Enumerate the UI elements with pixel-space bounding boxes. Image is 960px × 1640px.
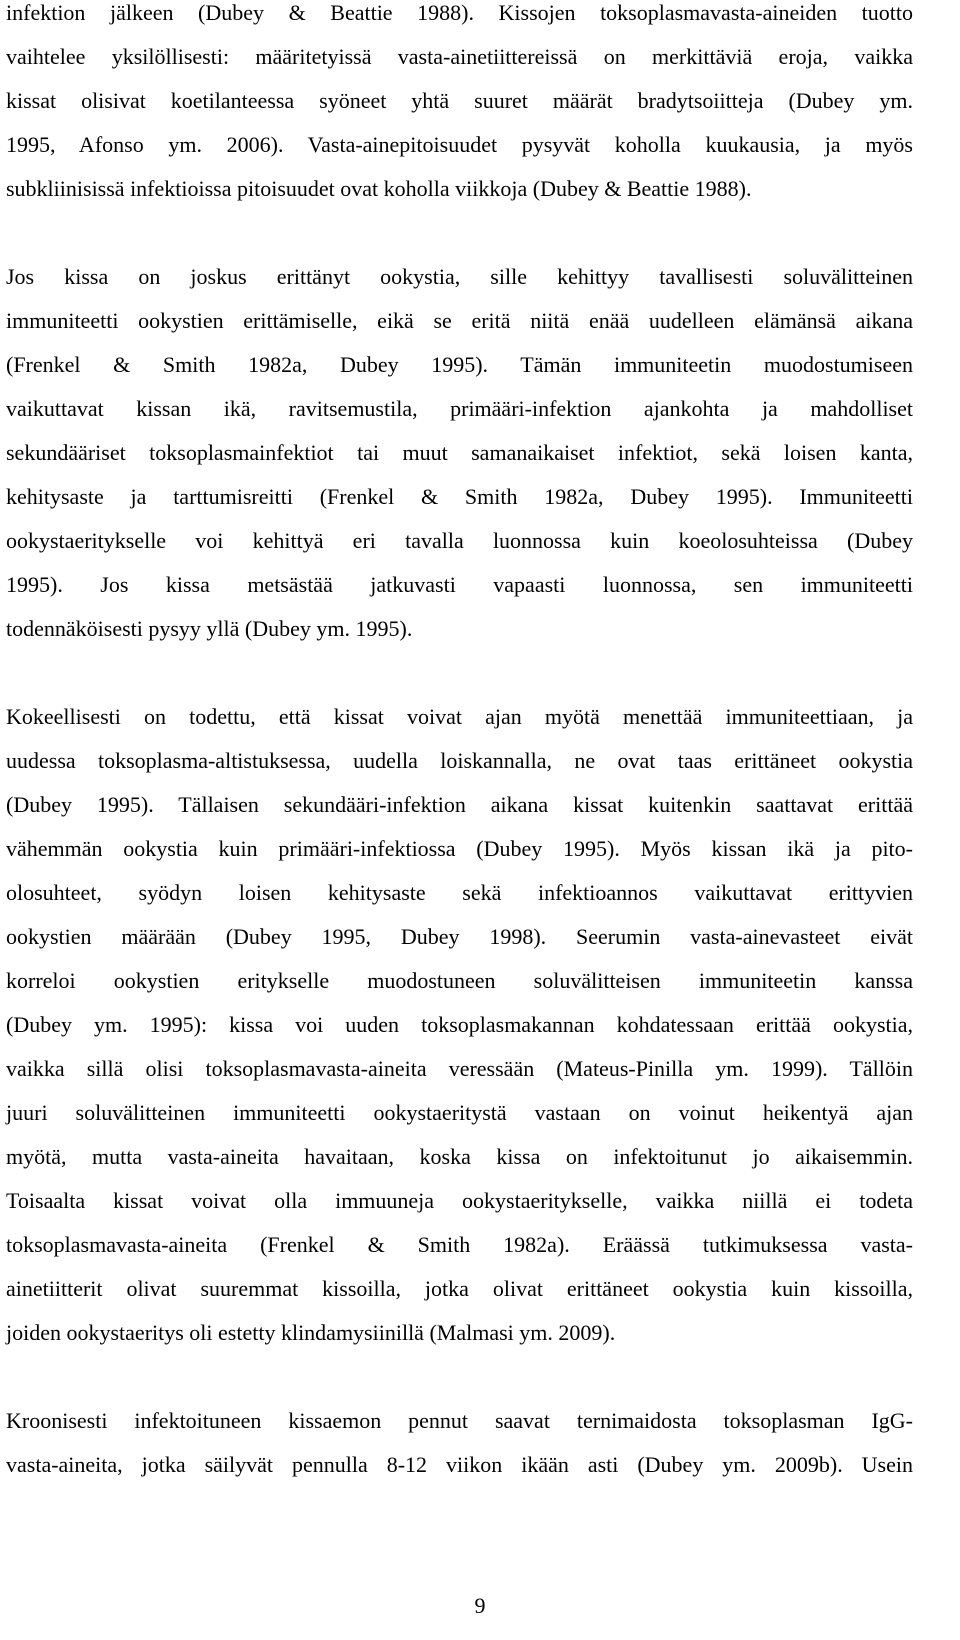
paragraph-gap [6, 651, 913, 695]
text-line: toksoplasmavasta-aineita (Frenkel & Smith 1982a). Eräässä tutkimuksessa vasta- [6, 1232, 913, 1257]
text-line: Kokeellisesti on todettu, että kissat voivat ajan myötä menettää immuniteettiaan, ja [6, 704, 913, 729]
text-line: infektion jälkeen (Dubey & Beattie 1988). Kissojen toksoplasmavasta-aineiden tuotto [6, 0, 913, 25]
text-line: juuri soluvälitteinen immuniteetti ookystaeritystä vastaan on voinut heikentyä ajan [6, 1100, 913, 1125]
text-line: (Frenkel & Smith 1982a, Dubey 1995). Tämän immuniteetin muodostumiseen [6, 352, 913, 377]
text-line: uudessa toksoplasma-altistuksessa, uudella loiskannalla, ne ovat taas erittäneet ookystia [6, 748, 913, 773]
text-line: vaikuttavat kissan ikä, ravitsemustila, primääri-infektion ajankohta ja mahdolliset [6, 396, 913, 421]
text-line: vaihtelee yksilöllisesti: määritetyissä vasta-ainetiittereissä on merkittäviä eroja, vaikka [6, 44, 913, 69]
text-line: subkliinisissä infektioissa pitoisuudet ovat koholla viikkoja (Dubey & Beattie 1988). [6, 176, 752, 201]
body-text [6, 0, 913, 1487]
text-line: myötä, mutta vasta-aineita havaitaan, koska kissa on infektoitunut jo aikaisemmin. [6, 1144, 913, 1169]
paragraph [6, 1399, 913, 1487]
text-line: Jos kissa on joskus erittänyt ookystia, sille kehittyy tavallisesti soluvälitteinen [6, 264, 913, 289]
paragraph-gap [6, 1355, 913, 1399]
text-line: 1995). Jos kissa metsästää jatkuvasti vapaasti luonnossa, sen immuniteetti [6, 572, 913, 597]
text-line: Toisaalta kissat voivat olla immuuneja ookystaeritykselle, vaikka niillä ei todeta [6, 1188, 913, 1213]
text-line: korreloi ookystien eritykselle muodostuneen soluvälitteisen immuniteetin kanssa [6, 968, 913, 993]
text-line: 1995, Afonso ym. 2006). Vasta-ainepitoisuudet pysyvät koholla kuukausia, ja myös [6, 132, 913, 157]
paragraph [6, 695, 913, 1355]
page-number: 9 [474, 1593, 486, 1618]
text-line: ainetiitterit olivat suuremmat kissoilla, jotka olivat erittäneet ookystia kuin kissoilla, [6, 1276, 913, 1301]
text-line: Kroonisesti infektoituneen kissaemon pennut saavat ternimaidosta toksoplasman IgG- [6, 1408, 913, 1433]
text-line: (Dubey 1995). Tällaisen sekundääri-infektion aikana kissat kuitenkin saattavat erittää [6, 792, 913, 817]
text-line: kehitysaste ja tarttumisreitti (Frenkel & Smith 1982a, Dubey 1995). Immuniteetti [6, 484, 913, 509]
text-line: olosuhteet, syödyn loisen kehitysaste sekä infektioannos vaikuttavat erittyvien [6, 880, 913, 905]
text-line: ookystien määrään (Dubey 1995, Dubey 1998). Seerumin vasta-ainevasteet eivät [6, 924, 913, 949]
paragraph [6, 0, 913, 211]
text-line: todennäköisesti pysyy yllä (Dubey ym. 1995). [6, 616, 413, 641]
text-line: (Dubey ym. 1995): kissa voi uuden toksoplasmakannan kohdatessaan erittää ookystia, [6, 1012, 913, 1037]
text-line: vaikka sillä olisi toksoplasmavasta-aineita veressään (Mateus-Pinilla ym. 1999). Tällöin [6, 1056, 913, 1081]
text-line: joiden ookystaeritys oli estetty klindamysiinillä (Malmasi ym. 2009). [6, 1320, 616, 1345]
text-line: immuniteetti ookystien erittämiselle, eikä se eritä niitä enää uudelleen elämänsä aikana [6, 308, 913, 333]
text-line: vähemmän ookystia kuin primääri-infektiossa (Dubey 1995). Myös kissan ikä ja pito- [6, 836, 913, 861]
paragraph-gap [6, 211, 913, 255]
text-line: kissat olisivat koetilanteessa syöneet yhtä suuret määrät bradytsoiitteja (Dubey ym. [6, 88, 913, 113]
paragraph [6, 255, 913, 651]
text-line: sekundääriset toksoplasmainfektiot tai muut samanaikaiset infektiot, sekä loisen kanta, [6, 440, 913, 465]
text-line: vasta-aineita, jotka säilyvät pennulla 8-12 viikon ikään asti (Dubey ym. 2009b). Usein [6, 1452, 913, 1477]
text-line: ookystaeritykselle voi kehittyä eri tavalla luonnossa kuin koeolosuhteissa (Dubey [6, 528, 913, 553]
